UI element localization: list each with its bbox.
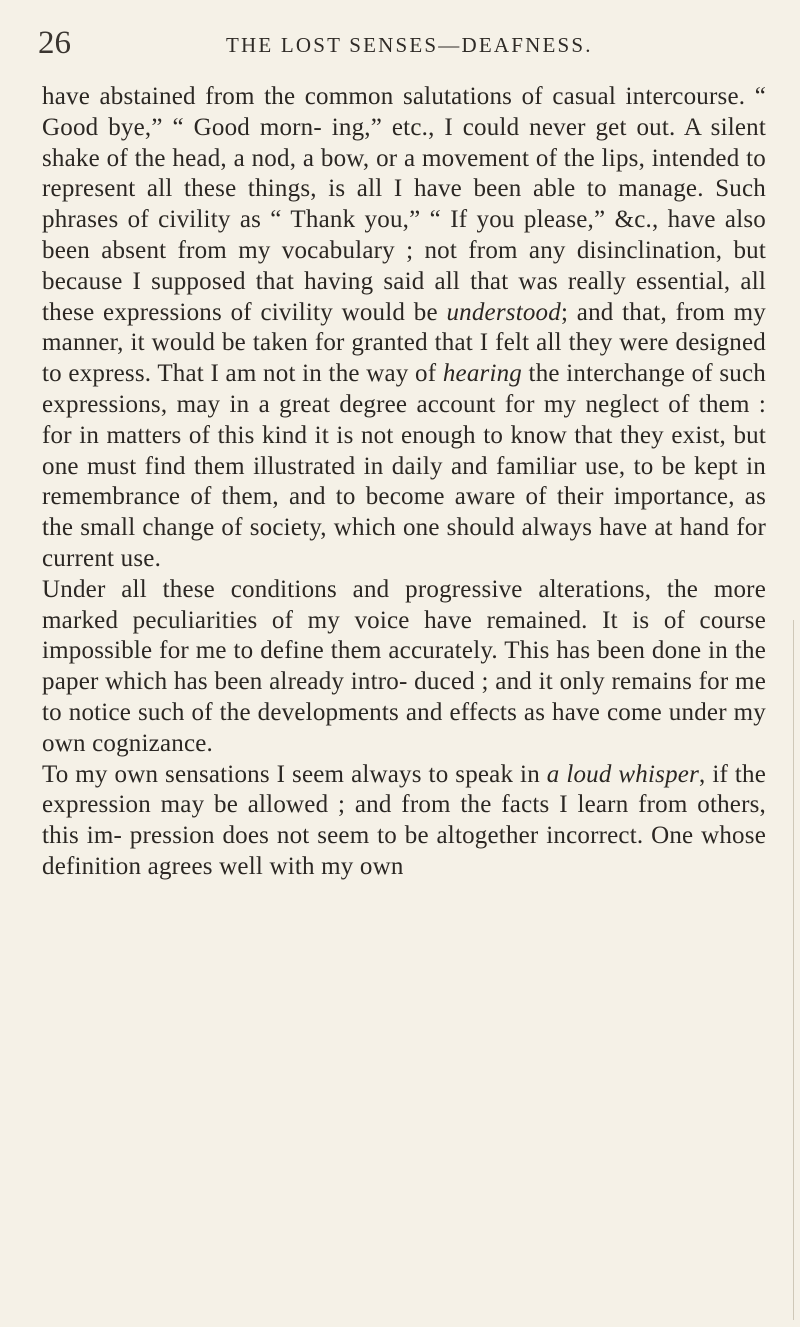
running-title: THE LOST SENSES—DEAFNESS. — [226, 33, 593, 57]
italic-hearing: hearing — [442, 360, 522, 388]
text-segment: To my own sensations I seem always to speak in — [42, 760, 547, 788]
text-segment: Under all these conditions and progressive alterations, the more marked peculiarities of my voice have remained. It is of course impossible for me to define them accurately. This has been done in the paper which has been already intro- duced ; and it only remains for me to notice such of the developments and effects as have come under my own cognizance. — [42, 575, 766, 757]
page-edge-line — [793, 620, 794, 1320]
paragraph-2 — [42, 575, 766, 760]
text-segment: ; and that, from my manner, it would be taken for granted that I felt all they were designed to express. That I am not in the way of — [42, 298, 766, 388]
running-head — [38, 18, 768, 68]
text-segment: , if the expression may be allowed ; and from the facts I learn from others, this im- pression does not seem to be altogether incorrect. One whose definition agrees well with my own — [42, 760, 767, 880]
text-segment: have abstained from the common salutations of casual intercourse. “ Good bye,” “ Good morn- ing,” etc., I could never get out. A silent shake of the head, a nod, a bow, or a movement of the lips, intended to represent all these things, is all I have been able to manage. Such phrases of civility as “ Thank you,” “ If you please,” &c., have also been absent from my vocabulary ; not from any disinclination, but because I supposed that having said all that was really essential, all these expressions of civility would be — [42, 83, 766, 326]
italic-understood: understood — [446, 298, 561, 326]
italic-loud-whisper: a loud whisper — [546, 760, 700, 788]
paragraph-3 — [42, 760, 766, 883]
body-text — [42, 82, 766, 883]
text-segment: the interchange of such expressions, may in a great degree account for my neglect of them : for in matters of this kind it is not enough to know that they exist, but one must find them illustrated in daily and familiar use, to be kept in remembrance of them, and to become aware of their importance, as the small change of society, which one should always have at hand for current use. — [42, 360, 766, 572]
paragraph-1 — [42, 82, 766, 575]
page-number: 26 — [38, 25, 71, 61]
